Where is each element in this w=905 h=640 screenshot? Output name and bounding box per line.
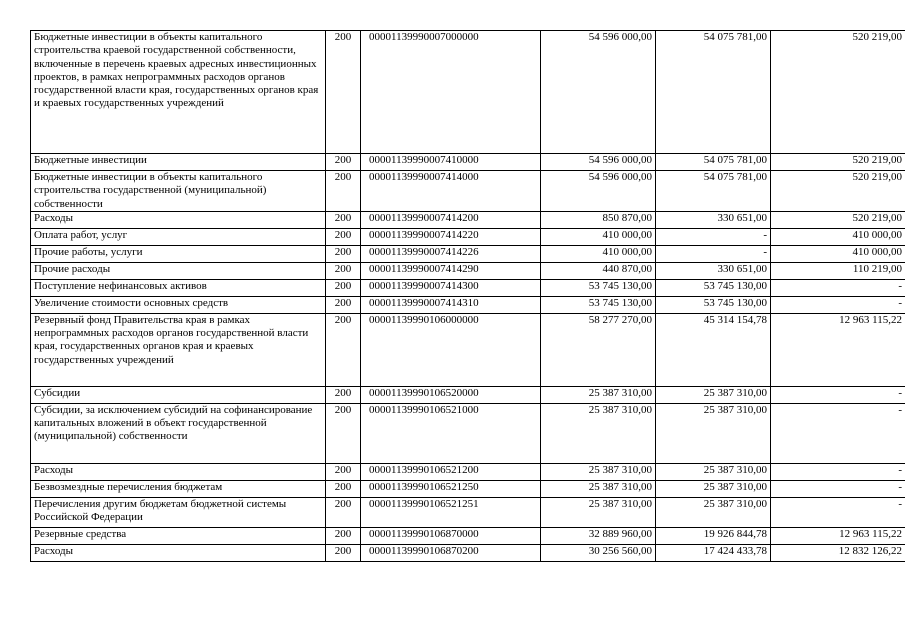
row-unexecuted-cell: 520 219,00 xyxy=(771,31,905,154)
row-executed-cell: 330 651,00 xyxy=(656,211,771,228)
row-executed-cell: 25 387 310,00 xyxy=(656,386,771,403)
row-kbk-cell: 00001139990007410000 xyxy=(361,154,541,171)
row-name-cell: Субсидии, за исключением субсидий на софинансирование капитальных вложений в объект государственной (муниципальной) собственности xyxy=(31,403,326,463)
row-executed-cell: 54 075 781,00 xyxy=(656,31,771,154)
row-kbk-cell: 00001139990007414300 xyxy=(361,279,541,296)
row-name-cell: Прочие работы, услуги xyxy=(31,245,326,262)
row-approved-cell: 410 000,00 xyxy=(541,228,656,245)
row-code-cell: 200 xyxy=(326,245,361,262)
table-row xyxy=(31,171,905,212)
table-row xyxy=(31,154,905,171)
row-code-cell: 200 xyxy=(326,279,361,296)
row-unexecuted-cell: - xyxy=(771,403,905,463)
row-approved-cell: 410 000,00 xyxy=(541,245,656,262)
row-kbk-cell: 00001139990106521250 xyxy=(361,480,541,497)
row-executed-cell: 25 387 310,00 xyxy=(656,480,771,497)
row-approved-cell: 54 596 000,00 xyxy=(541,171,656,212)
row-kbk-cell: 00001139990106521200 xyxy=(361,463,541,480)
row-unexecuted-cell: 410 000,00 xyxy=(771,228,905,245)
row-name-cell: Резервные средства xyxy=(31,527,326,544)
row-executed-cell: 45 314 154,78 xyxy=(656,313,771,386)
table-row xyxy=(31,463,905,480)
row-unexecuted-cell: 520 219,00 xyxy=(771,211,905,228)
row-unexecuted-cell: 12 963 115,22 xyxy=(771,313,905,386)
row-kbk-cell: 00001139990007414220 xyxy=(361,228,541,245)
row-kbk-cell: 00001139990007414310 xyxy=(361,296,541,313)
table-row xyxy=(31,544,905,561)
row-name-cell: Поступление нефинансовых активов xyxy=(31,279,326,296)
budget-expenditure-table xyxy=(30,30,905,562)
row-code-cell: 200 xyxy=(326,31,361,154)
row-executed-cell: - xyxy=(656,245,771,262)
row-kbk-cell: 00001139990106520000 xyxy=(361,386,541,403)
row-code-cell: 200 xyxy=(326,171,361,212)
row-name-cell: Безвозмездные перечисления бюджетам xyxy=(31,480,326,497)
row-kbk-cell: 00001139990007000000 xyxy=(361,31,541,154)
row-approved-cell: 25 387 310,00 xyxy=(541,463,656,480)
row-kbk-cell: 00001139990106870200 xyxy=(361,544,541,561)
row-name-cell: Расходы xyxy=(31,544,326,561)
row-approved-cell: 850 870,00 xyxy=(541,211,656,228)
table-row xyxy=(31,31,905,154)
table-row xyxy=(31,313,905,386)
row-unexecuted-cell: 12 832 126,22 xyxy=(771,544,905,561)
table-row xyxy=(31,403,905,463)
table-row xyxy=(31,245,905,262)
table-row xyxy=(31,480,905,497)
table-row xyxy=(31,527,905,544)
row-name-cell: Прочие расходы xyxy=(31,262,326,279)
row-code-cell: 200 xyxy=(326,154,361,171)
row-executed-cell: 54 075 781,00 xyxy=(656,171,771,212)
row-unexecuted-cell: - xyxy=(771,386,905,403)
row-approved-cell: 25 387 310,00 xyxy=(541,480,656,497)
table-row xyxy=(31,228,905,245)
row-executed-cell: - xyxy=(656,228,771,245)
table-row xyxy=(31,211,905,228)
row-unexecuted-cell: 12 963 115,22 xyxy=(771,527,905,544)
row-approved-cell: 53 745 130,00 xyxy=(541,279,656,296)
row-code-cell: 200 xyxy=(326,386,361,403)
row-executed-cell: 53 745 130,00 xyxy=(656,296,771,313)
row-kbk-cell: 00001139990007414200 xyxy=(361,211,541,228)
row-name-cell: Резервный фонд Правительства края в рамках непрограммных расходов органов государственной власти края, государственных органов края и краевых государственных учреждений xyxy=(31,313,326,386)
row-code-cell: 200 xyxy=(326,527,361,544)
row-approved-cell: 25 387 310,00 xyxy=(541,386,656,403)
row-code-cell: 200 xyxy=(326,211,361,228)
row-code-cell: 200 xyxy=(326,228,361,245)
row-executed-cell: 19 926 844,78 xyxy=(656,527,771,544)
row-name-cell: Бюджетные инвестиции xyxy=(31,154,326,171)
row-code-cell: 200 xyxy=(326,480,361,497)
row-executed-cell: 330 651,00 xyxy=(656,262,771,279)
table-row xyxy=(31,386,905,403)
table-row xyxy=(31,279,905,296)
row-kbk-cell: 00001139990007414290 xyxy=(361,262,541,279)
row-executed-cell: 54 075 781,00 xyxy=(656,154,771,171)
row-kbk-cell: 00001139990106521000 xyxy=(361,403,541,463)
row-unexecuted-cell: - xyxy=(771,296,905,313)
row-executed-cell: 25 387 310,00 xyxy=(656,497,771,527)
row-code-cell: 200 xyxy=(326,403,361,463)
row-executed-cell: 25 387 310,00 xyxy=(656,403,771,463)
row-kbk-cell: 00001139990106000000 xyxy=(361,313,541,386)
row-executed-cell: 17 424 433,78 xyxy=(656,544,771,561)
row-approved-cell: 58 277 270,00 xyxy=(541,313,656,386)
row-kbk-cell: 00001139990007414226 xyxy=(361,245,541,262)
row-approved-cell: 54 596 000,00 xyxy=(541,154,656,171)
row-code-cell: 200 xyxy=(326,544,361,561)
row-code-cell: 200 xyxy=(326,497,361,527)
table-row xyxy=(31,262,905,279)
row-executed-cell: 25 387 310,00 xyxy=(656,463,771,480)
row-name-cell: Расходы xyxy=(31,463,326,480)
row-kbk-cell: 00001139990007414000 xyxy=(361,171,541,212)
row-name-cell: Оплата работ, услуг xyxy=(31,228,326,245)
row-code-cell: 200 xyxy=(326,463,361,480)
row-code-cell: 200 xyxy=(326,262,361,279)
row-approved-cell: 440 870,00 xyxy=(541,262,656,279)
row-code-cell: 200 xyxy=(326,313,361,386)
row-approved-cell: 25 387 310,00 xyxy=(541,497,656,527)
row-unexecuted-cell: - xyxy=(771,497,905,527)
table-row xyxy=(31,497,905,527)
row-unexecuted-cell: - xyxy=(771,480,905,497)
row-executed-cell: 53 745 130,00 xyxy=(656,279,771,296)
row-unexecuted-cell: - xyxy=(771,279,905,296)
row-name-cell: Бюджетные инвестиции в объекты капитального строительства государственной (муниципальной) собственности xyxy=(31,171,326,212)
row-unexecuted-cell: 410 000,00 xyxy=(771,245,905,262)
row-name-cell: Перечисления другим бюджетам бюджетной системы Российской Федерации xyxy=(31,497,326,527)
row-unexecuted-cell: 110 219,00 xyxy=(771,262,905,279)
row-approved-cell: 53 745 130,00 xyxy=(541,296,656,313)
budget-report-sheet xyxy=(30,30,902,562)
row-name-cell: Бюджетные инвестиции в объекты капитального строительства краевой государственной собственности, включенные в перечень краевых адресных инвестиционных проектов, в рамках непрограммных расходов органов государственной власти края, государственных органов края и краевых государственных учреждений xyxy=(31,31,326,154)
row-unexecuted-cell: 520 219,00 xyxy=(771,171,905,212)
table-row xyxy=(31,296,905,313)
row-approved-cell: 30 256 560,00 xyxy=(541,544,656,561)
row-approved-cell: 54 596 000,00 xyxy=(541,31,656,154)
row-name-cell: Расходы xyxy=(31,211,326,228)
row-approved-cell: 25 387 310,00 xyxy=(541,403,656,463)
row-kbk-cell: 00001139990106521251 xyxy=(361,497,541,527)
row-name-cell: Увеличение стоимости основных средств xyxy=(31,296,326,313)
row-name-cell: Субсидии xyxy=(31,386,326,403)
row-code-cell: 200 xyxy=(326,296,361,313)
row-approved-cell: 32 889 960,00 xyxy=(541,527,656,544)
row-unexecuted-cell: 520 219,00 xyxy=(771,154,905,171)
row-unexecuted-cell: - xyxy=(771,463,905,480)
row-kbk-cell: 00001139990106870000 xyxy=(361,527,541,544)
table-body xyxy=(31,31,905,562)
